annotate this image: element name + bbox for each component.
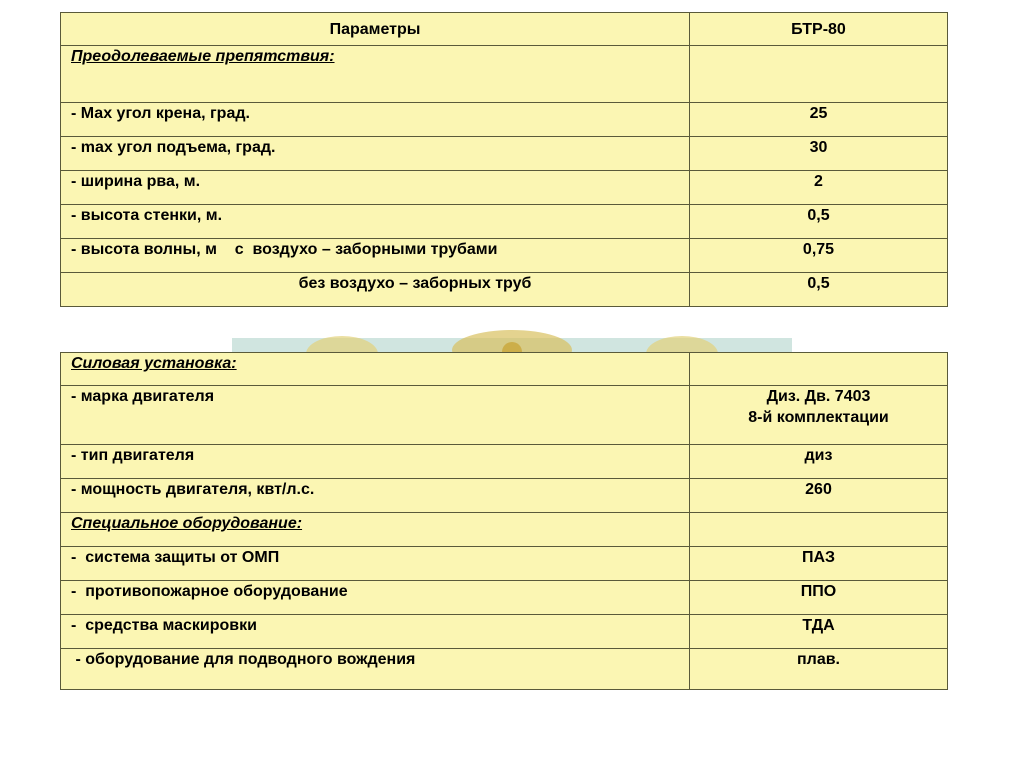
param-cell: - оборудование для подводного вождения	[61, 649, 690, 690]
table-row	[61, 445, 948, 479]
param-cell: - высота стенки, м.	[61, 205, 690, 239]
param-cell: - марка двигателя	[61, 386, 690, 445]
section-row-obstacles	[61, 46, 948, 103]
table-row	[61, 103, 948, 137]
section-label: Специальное оборудование:	[71, 515, 303, 532]
table-row	[61, 581, 948, 615]
param-cell: - ширина рва, м.	[61, 171, 690, 205]
value-cell: 25	[690, 103, 948, 137]
value-cell: ТДА	[690, 615, 948, 649]
value-cell: ППО	[690, 581, 948, 615]
table-row	[61, 205, 948, 239]
value-cell: 260	[690, 479, 948, 513]
value-cell: 2	[690, 171, 948, 205]
param-cell: - max угол подъема, град.	[61, 137, 690, 171]
section-title-powerplant	[61, 353, 690, 386]
obstacles-table	[60, 12, 948, 307]
section-row-special	[61, 513, 948, 547]
table-row	[61, 386, 948, 445]
section-label: Преодолеваемые препятствия:	[71, 48, 335, 65]
powerplant-table	[60, 352, 948, 690]
section-row-powerplant	[61, 353, 948, 386]
value-cell: диз	[690, 445, 948, 479]
param-cell: - система защиты от ОМП	[61, 547, 690, 581]
param-cell: - средства маскировки	[61, 615, 690, 649]
value-cell: 0,5	[690, 205, 948, 239]
table-row	[61, 479, 948, 513]
value-line: 8-й комплектации	[748, 409, 889, 426]
header-parameters: Параметры	[61, 13, 690, 46]
table-header-row	[61, 13, 948, 46]
empty-cell	[690, 513, 948, 547]
param-cell-indented	[61, 273, 690, 307]
empty-cell	[690, 46, 948, 103]
table-row	[61, 547, 948, 581]
value-cell: 0,5	[690, 273, 948, 307]
header-btr80: БТР-80	[690, 13, 948, 46]
param-cell: - противопожарное оборудование	[61, 581, 690, 615]
table-row	[61, 615, 948, 649]
section-label: Силовая установка:	[71, 355, 237, 372]
value-cell	[690, 386, 948, 445]
value-cell: 0,75	[690, 239, 948, 273]
value-cell: плав.	[690, 649, 948, 690]
param-cell: - мощность двигателя, квт/л.с.	[61, 479, 690, 513]
param-cell: - высота волны, м с воздухо – заборными трубами	[61, 239, 690, 273]
table-row	[61, 239, 948, 273]
table-row	[61, 273, 948, 307]
section-title-special	[61, 513, 690, 547]
table-row	[61, 137, 948, 171]
param-cell: - тип двигателя	[61, 445, 690, 479]
value-cell: 30	[690, 137, 948, 171]
table-row	[61, 649, 948, 690]
section-title-obstacles	[61, 46, 690, 103]
value-line: Диз. Дв. 7403	[766, 388, 871, 405]
table-row	[61, 171, 948, 205]
param-text: без воздухо – заборных труб	[298, 275, 532, 292]
value-cell: ПАЗ	[690, 547, 948, 581]
empty-cell	[690, 353, 948, 386]
param-cell: - Мах угол крена, град.	[61, 103, 690, 137]
